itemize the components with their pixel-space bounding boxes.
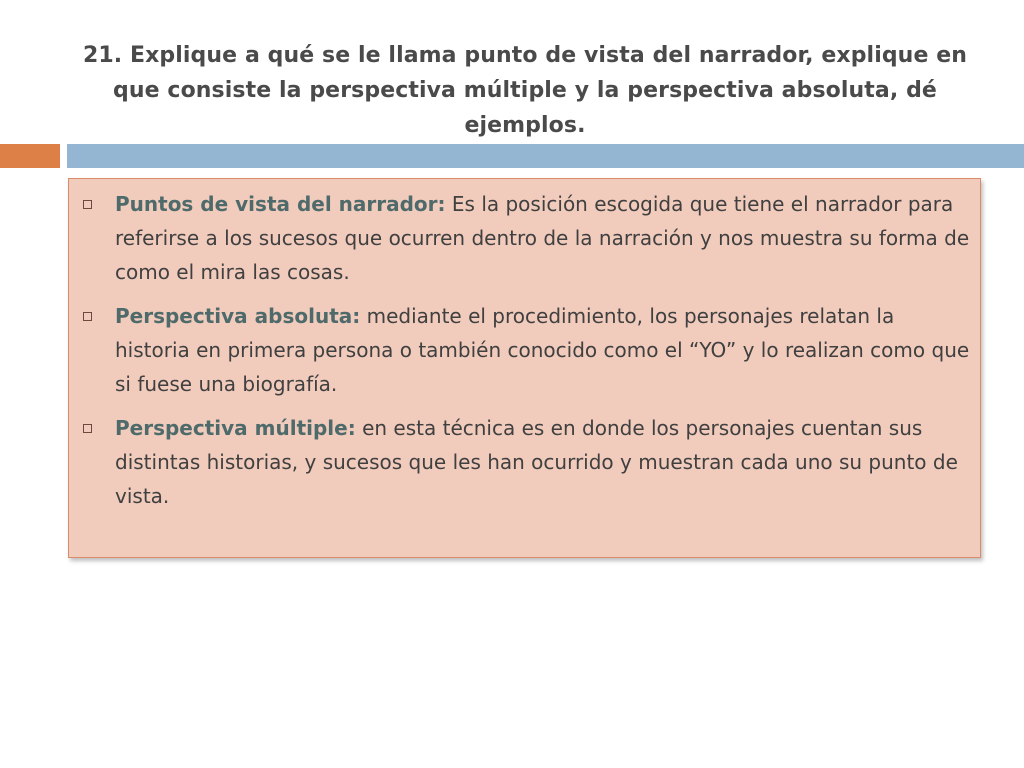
bullet-term: Perspectiva múltiple: [115, 416, 356, 440]
accent-bar-blue [67, 144, 1024, 168]
square-bullet-icon [83, 424, 92, 433]
bullet-item [83, 411, 973, 513]
square-bullet-icon [83, 312, 92, 321]
content-box [68, 178, 981, 558]
bullet-text: mediante el procedimiento, los personajes relatan la historia en primera persona o también conocido como el “YO” y lo realizan como que si fuese una biografía. [115, 304, 970, 396]
bullet-item [83, 299, 973, 401]
bullet-list [83, 187, 973, 523]
bullet-text: Es la posición escogida que tiene el narrador para referirse a los sucesos que ocurren dentro de la narración y nos muestra su forma de como el mira las cosas. [115, 192, 970, 284]
bullet-term: Perspectiva absoluta: [115, 304, 361, 328]
slide-title: 21. Explique a qué se le llama punto de vista del narrador, explique en que consiste la perspectiva múltiple y la perspectiva absoluta, dé ejemplos. [82, 43, 968, 138]
accent-bar-orange [0, 144, 60, 168]
bullet-text: en esta técnica es en donde los personajes cuentan sus distintas historias, y sucesos que les han ocurrido y muestran cada uno su punto de vista. [115, 416, 958, 508]
bullet-term: Puntos de vista del narrador: [115, 192, 446, 216]
square-bullet-icon [83, 200, 92, 209]
bullet-item [83, 187, 973, 289]
